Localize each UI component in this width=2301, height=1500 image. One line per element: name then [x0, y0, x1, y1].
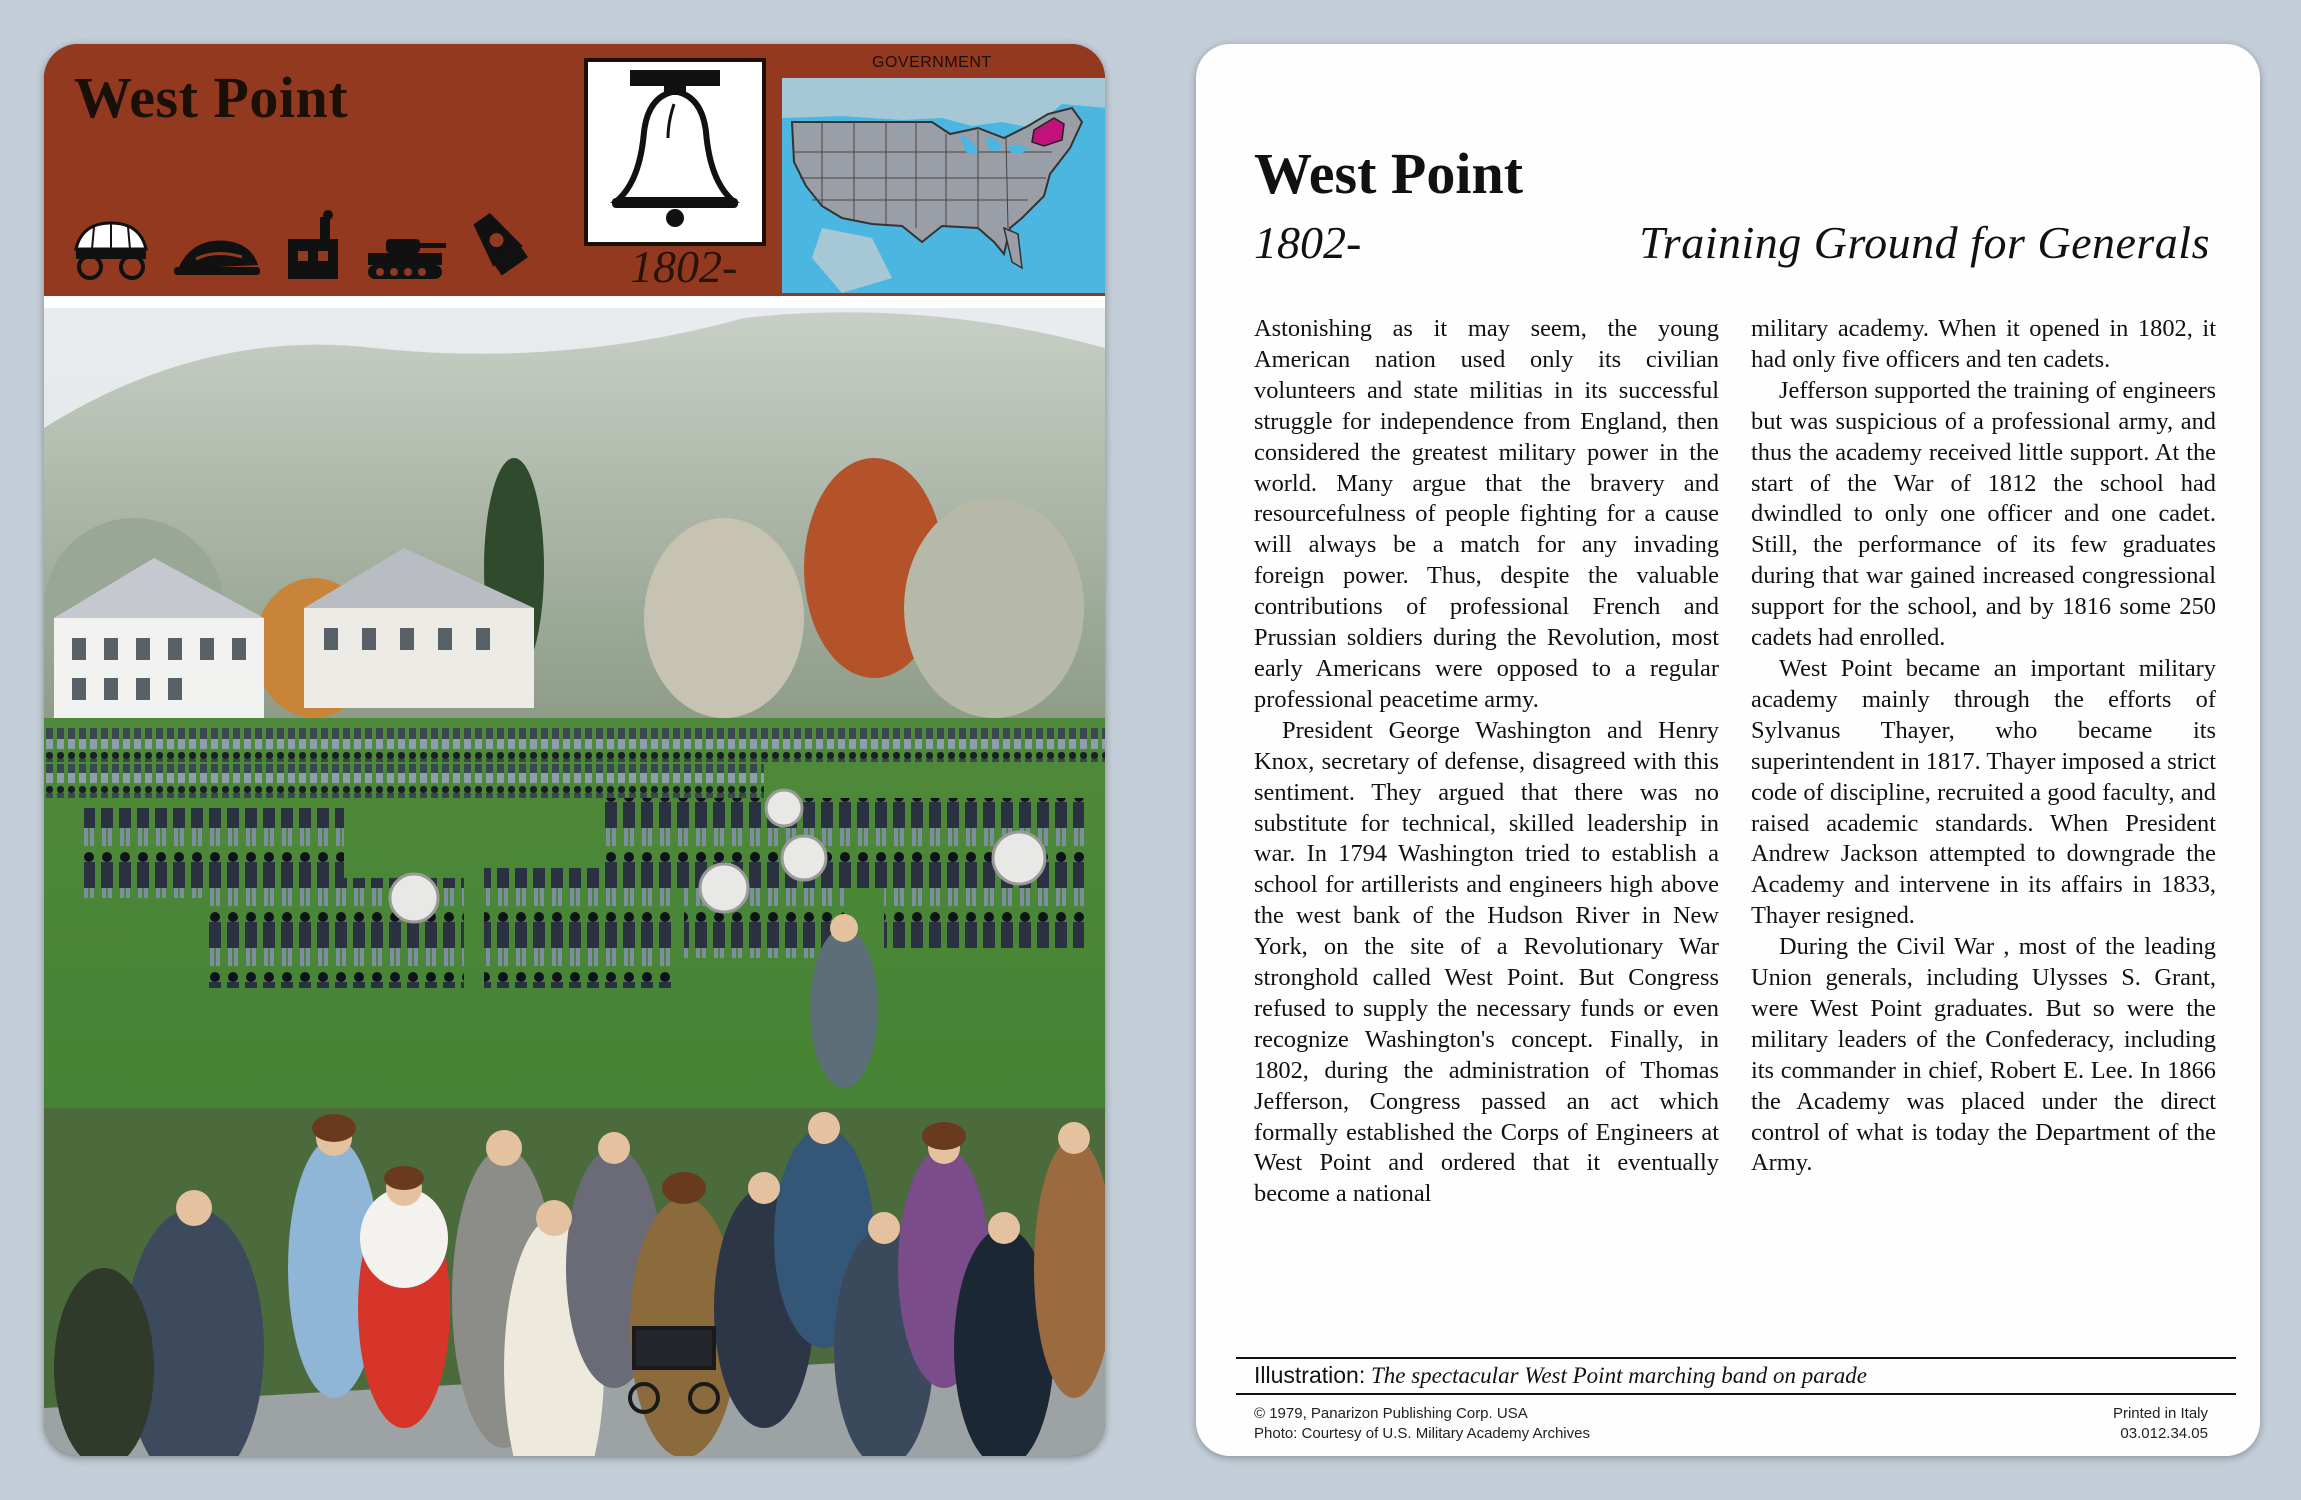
- illustration-text: The spectacular West Point marching band on parade: [1370, 1363, 1867, 1388]
- divider-line: [1236, 1357, 2236, 1359]
- footer-credits: [1254, 1404, 1590, 1444]
- liberty-bell-icon: [588, 62, 762, 242]
- illustration-caption: [1254, 1362, 1867, 1389]
- copyright: © 1979, Panarizon Publishing Corp. USA: [1254, 1405, 1528, 1422]
- covered-wagon-icon: [72, 219, 150, 281]
- paragraph: West Point became an important military academy mainly through the efforts of Sylvanus Thayer, who became its superintendent in 1817. Thayer imposed a strict code of discipline, recruited a good faculty, and raised academic standards. When President Andrew Jackson attempted to downgrade the Academy and intervene in its affairs in 1833, Thayer resigned.: [1751, 654, 2216, 930]
- photo-credit: Photo: Courtesy of U.S. Military Academy Archives: [1254, 1425, 1590, 1442]
- paragraph: Jefferson supported the training of engineers but was suspicious of a professional army, and thus the academy received little support. At the start of the War of 1812 the school had dwindled to only one officer and one cadet. Still, the performance of its few graduates during that war gained increased congressional support for the school, and by 1816 some 250 cadets had enrolled.: [1751, 376, 2216, 652]
- article-body: [1254, 314, 2216, 1384]
- printed-in: Printed in Italy: [2112, 1405, 2208, 1422]
- front-card: [44, 44, 1105, 1456]
- us-map: [782, 78, 1105, 293]
- rocket-capsule-icon: [470, 209, 530, 281]
- back-year: 1802-: [1254, 217, 1362, 268]
- paragraph: Astonishing as it may seem, the young American nation used only its civilian volunteers and state militias in its successful struggle for independence from England, then considered the greatest military power in the world. Many argue that the bravery and resourcefulness of people fighting for a cause will always be a match for any invading foreign power. Thus, despite the valuable contributions of professional French and Prussian soldiers during the Revolution, most early Americans were opposed to a regular professional peacetime army.: [1254, 315, 1719, 713]
- article-column-1: [1254, 314, 1719, 1384]
- card-code: 03.012.34.05: [2120, 1425, 2208, 1442]
- divider-strip: [44, 296, 1105, 308]
- front-title: West Point: [74, 65, 349, 130]
- back-title: West Point: [1254, 141, 1524, 206]
- tank-icon: [364, 235, 448, 281]
- us-map-graphic: [782, 78, 1105, 293]
- divider-line: [1236, 1393, 2236, 1395]
- helmet-icon: [172, 231, 262, 281]
- category-label: GOVERNMENT: [872, 54, 992, 71]
- factory-icon: [284, 209, 342, 281]
- paragraph: military academy. When it opened in 1802, it had only five officers and ten cadets.: [1751, 315, 2216, 373]
- back-subtitle: Training Ground for Generals: [1639, 217, 2210, 268]
- article-column-2: [1751, 314, 2216, 1384]
- back-card: [1196, 44, 2260, 1456]
- paragraph: President George Washington and Henry Knox, secretary of defense, disagreed with this sentiment. They argued that there was no substitute for technical, skilled leadership in war. In 1794 Washington tried to establish a school for artillerists and engineers high above the west bank of the Hudson River in New York, on the site of a Revolutionary War stronghold called West Point. But Congress refused to supply the necessary funds or even recognize Washington's concept. Finally, in 1802, during the administration of Thomas Jefferson, Congress passed an act which formally established the Corps of Engineers at West Point and ordered that it eventually become a national: [1254, 716, 1719, 1208]
- liberty-bell-emblem: [584, 58, 766, 246]
- paragraph: During the Civil War , most of the leading Union generals, including Ulysses S. Grant, were West Point graduates. But so were the military leaders of the Confederacy, including its commander in chief, Robert E. Lee. In 1866 the Academy was placed under the direct control of what is today the Department of the Army.: [1751, 933, 2216, 1177]
- front-year: 1802-: [630, 241, 738, 292]
- illustration-label: Illustration:: [1254, 1362, 1366, 1388]
- marching-band-photo: [44, 308, 1105, 1456]
- footer-print-info: [2113, 1404, 2208, 1444]
- category-icon-row: [72, 209, 530, 281]
